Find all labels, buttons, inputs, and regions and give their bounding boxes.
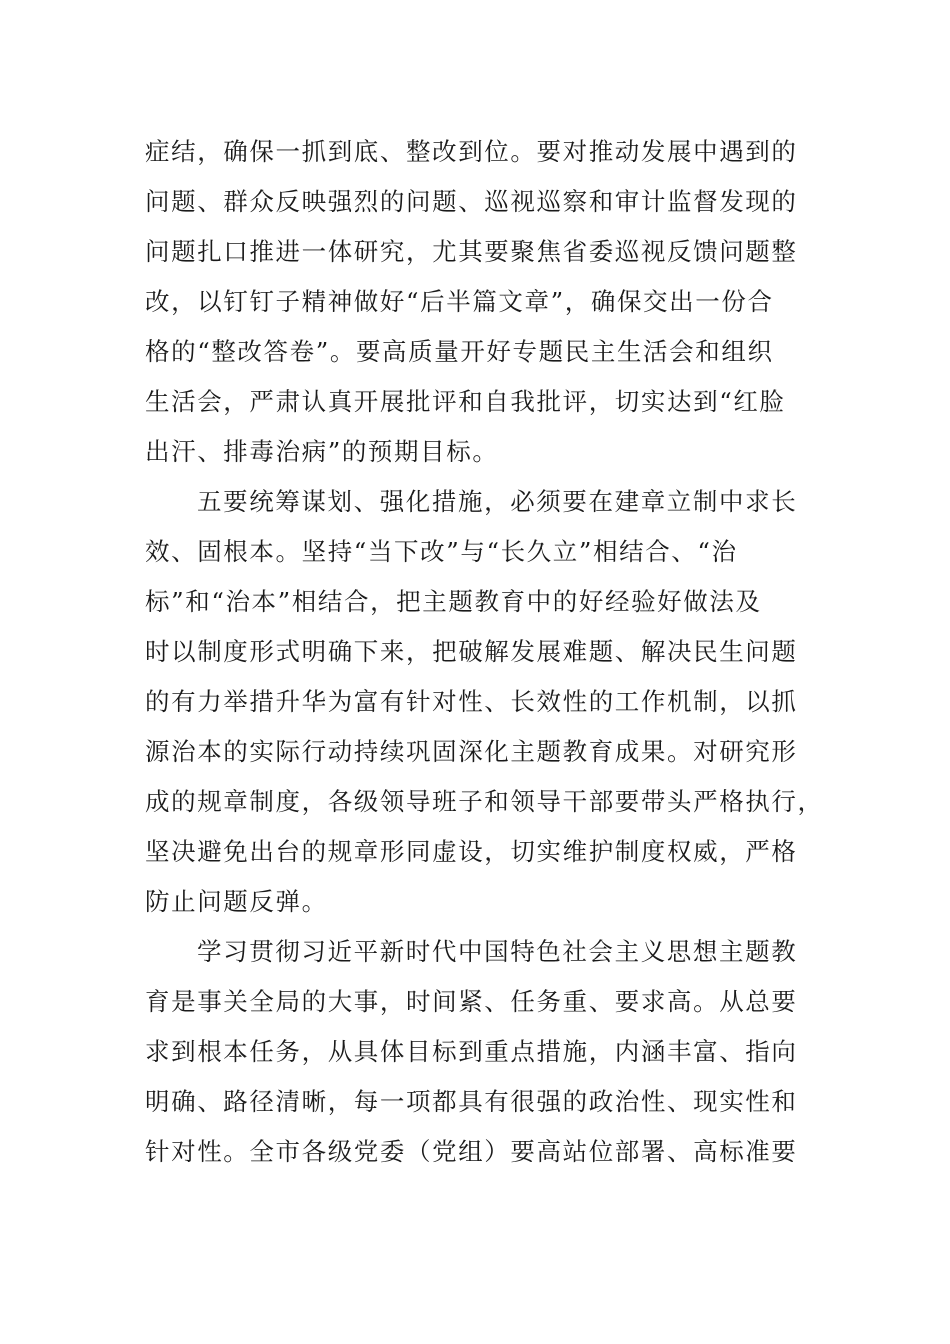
text-line: 求到根本任务，从具体目标到重点措施，内涵丰富、指向	[145, 1037, 798, 1066]
text-line: 明确、路径清晰，每一项都具有很强的政治性、现实性和	[145, 1087, 798, 1116]
text-line: 源治本的实际行动持续巩固深化主题教育成果。对研究形	[145, 737, 798, 766]
text-line: 坚决避免出台的规章形同虚设，切实维护制度权威，严格	[145, 837, 798, 866]
text-line: 症结，确保一抓到底、整改到位。要对推动发展中遇到的	[145, 137, 798, 166]
text-line: 的有力举措升华为富有针对性、长效性的工作机制，以抓	[145, 687, 798, 716]
text-line: 问题、群众反映强烈的问题、巡视巡察和审计监督发现的	[145, 187, 798, 216]
body-text	[145, 127, 824, 1177]
text-line: 育是事关全局的大事，时间紧、任务重、要求高。从总要	[145, 987, 798, 1016]
text-line: 出汗、排毒治病”的预期目标。	[145, 437, 499, 466]
text-line: 标”和“治本”相结合，把主题教育中的好经验好做法及	[145, 587, 762, 616]
text-line: 针对性。全市各级党委（党组）要高站位部署、高标准要	[145, 1137, 798, 1166]
text-line: 生活会，严肃认真开展批评和自我批评，切实达到“红脸	[145, 387, 786, 416]
text-line: 五要统筹谋划、强化措施，必须要在建章立制中求长	[197, 487, 798, 516]
text-line: 效、固根本。坚持“当下改”与“长久立”相结合、“治	[145, 537, 738, 566]
text-line: 问题扎口推进一体研究，尤其要聚焦省委巡视反馈问题整	[145, 237, 798, 266]
text-line: 防止问题反弹。	[145, 887, 328, 916]
text-line: 时以制度形式明确下来，把破解发展难题、解决民生问题	[145, 637, 798, 666]
text-line: 改，以钉钉子精神做好“后半篇文章”，确保交出一份合	[145, 287, 774, 316]
text-line: 成的规章制度，各级领导班子和领导干部要带头严格执行，	[145, 787, 824, 816]
text-line: 学习贯彻习近平新时代中国特色社会主义思想主题教	[197, 937, 798, 966]
text-line: 格的“整改答卷”。要高质量开好专题民主生活会和组织	[145, 337, 774, 366]
